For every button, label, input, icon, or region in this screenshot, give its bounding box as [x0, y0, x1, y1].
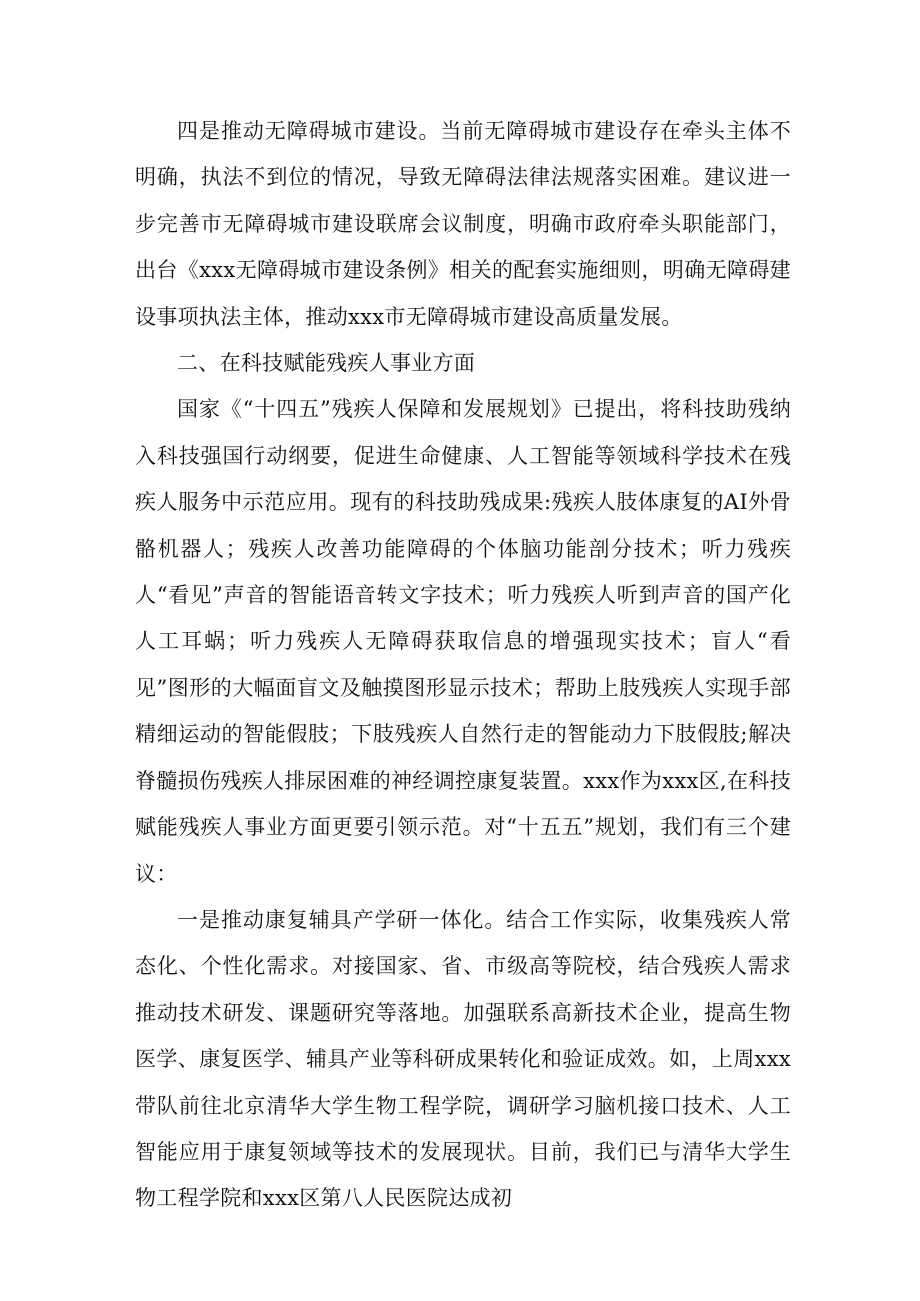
document-body: [135, 108, 791, 1222]
paragraph-rehab-devices: 一是推动康复辅具产学研一体化。结合工作实际，收集残疾人常态化、个性化需求。对接国家、省、市级高等院校，结合残疾人需求推动技术研发、课题研究等落地。加强联系高新技术企业，提高生物医学、康复医学、辅具产业等科研成果转化和验证成效。如，上周xxx带队前往北京清华大学生物工程学院，调研学习脑机接口技术、人工智能应用于康复领域等技术的发展现状。目前，我们已与清华大学生物工程学院和xxx区第八人民医院达成初: [135, 907, 791, 1211]
paragraph-accessible-city: 四是推动无障碍城市建设。当前无障碍城市建设存在牵头主体不明确，执法不到位的情况，导致无障碍法律法规落实困难。建议进一步完善市无障碍城市建设联席会议制度，明确市政府牵头职能部门，出台《xxx无障碍城市建设条例》相关的配套实施细则，明确无障碍建设事项执法主体，推动xxx市无障碍城市建设高质量发展。: [135, 119, 791, 329]
paragraph-tech-assist-results: 国家《“十四五”残疾人保障和发展规划》已提出，将科技助残纳入科技强国行动纲要，促进生命健康、人工智能等领域科学技术在残疾人服务中示范应用。现有的科技助残成果:残疾人肢体康复的AI外骨骼机器人；残疾人改善功能障碍的个体脑功能剖分技术；听力残疾人“看见”声音的智能语音转文字技术；听力残疾人听到声音的国产化人工耳蜗；听力残疾人无障碍获取信息的增强现实技术；盲人“看见”图形的大幅面盲文及触摸图形显示技术；帮助上肢残疾人实现手部精细运动的智能假肢；下肢残疾人自然行走的智能动力下肢假肢;解决脊髓损伤残疾人排尿困难的神经调控康复装置。xxx作为xxx区,在科技赋能残疾人事业方面更要引领示范。对“十五五”规划，我们有三个建议：: [135, 397, 791, 886]
section-heading-tech-empowerment: 二、在科技赋能残疾人事业方面: [177, 351, 476, 376]
